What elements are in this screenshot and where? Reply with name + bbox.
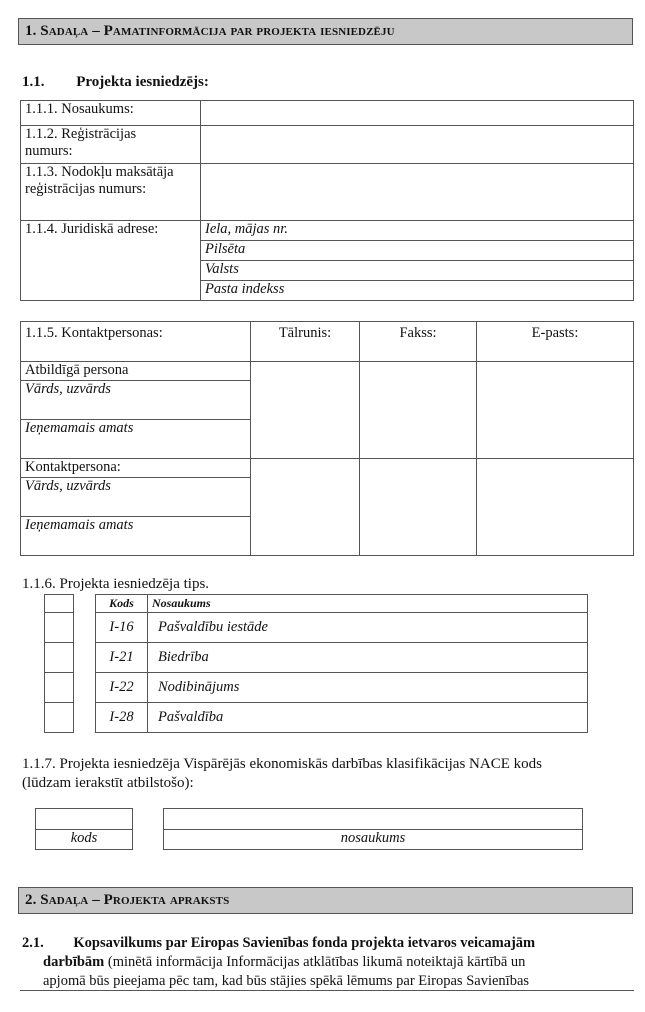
subsection-title: Projekta iesniedzējs: bbox=[76, 74, 209, 90]
checkbox-i28[interactable] bbox=[45, 703, 74, 733]
subsection-2-1-bold-line1: Kopsavilkums par Eiropas Savienības fonda projekta ietvaros veicamajām bbox=[73, 935, 536, 951]
responsible-position-field[interactable]: Ieņemamais amats bbox=[21, 420, 251, 459]
city-field[interactable]: Pilsēta bbox=[201, 241, 634, 261]
name-field[interactable] bbox=[201, 101, 634, 126]
checkbox-header-cell bbox=[45, 595, 74, 613]
fax-header: Fakss: bbox=[360, 322, 477, 362]
section-1-header bbox=[18, 18, 633, 45]
phone-header: Tālrunis: bbox=[251, 322, 360, 362]
section-1-title: 1. Sadaļa – Pamatinformācija par projekta iesniedzēju bbox=[25, 23, 395, 39]
type-table bbox=[95, 594, 588, 733]
type-name: Pašvaldība bbox=[148, 703, 588, 733]
section-2-header bbox=[18, 887, 633, 914]
type-row bbox=[96, 613, 588, 643]
type-checkbox-column bbox=[44, 594, 74, 733]
reg-label: 1.1.2. Reģistrācijas numurs: bbox=[21, 126, 201, 164]
subsection-number: 1.1. bbox=[22, 74, 45, 90]
contact-position-field[interactable]: Ieņemamais amats bbox=[21, 517, 251, 556]
nace-code-table bbox=[35, 808, 133, 850]
type-code: I-16 bbox=[96, 613, 148, 643]
type-row bbox=[96, 643, 588, 673]
checkbox-i22[interactable] bbox=[45, 673, 74, 703]
name-column-header: Nosaukums bbox=[148, 595, 588, 613]
reg-field[interactable] bbox=[201, 126, 634, 164]
type-row bbox=[96, 703, 588, 733]
type-name: Nodibinājums bbox=[148, 673, 588, 703]
country-field[interactable]: Valsts bbox=[201, 261, 634, 281]
type-name: Biedrība bbox=[148, 643, 588, 673]
subsection-2-1-bold-line2: darbībām bbox=[43, 954, 105, 970]
checkbox-i21[interactable] bbox=[45, 643, 74, 673]
subsection-1-1-heading bbox=[22, 74, 209, 91]
responsible-name-field[interactable]: Vārds, uzvārds bbox=[21, 381, 251, 420]
type-name: Pašvaldību iestāde bbox=[148, 613, 588, 643]
contact-phone-field[interactable] bbox=[251, 459, 360, 556]
nace-name-field[interactable] bbox=[164, 809, 583, 830]
contact-name-field[interactable]: Vārds, uzvārds bbox=[21, 478, 251, 517]
nace-name-table bbox=[163, 808, 583, 850]
tax-label: 1.1.3. Nodokļu maksātāja reģistrācijas numurs: bbox=[21, 164, 201, 221]
type-title: 1.1.6. Projekta iesniedzēja tips. bbox=[22, 576, 210, 592]
type-code: I-28 bbox=[96, 703, 148, 733]
nace-title-line-2: (lūdzam ierakstīt atbilstošo): bbox=[22, 775, 194, 791]
email-header: E-pasts: bbox=[477, 322, 634, 362]
contacts-header: 1.1.5. Kontaktpersonas: bbox=[21, 322, 251, 362]
section-2-title: 2. Sadaļa – Projekta apraksts bbox=[25, 892, 230, 908]
subsection-2-1-line3: apjomā būs pieejama pēc tam, kad būs stājies spēkā lēmums par Eiropas Savienības bbox=[43, 973, 530, 989]
subsection-2-1-number: 2.1. bbox=[22, 935, 44, 951]
postal-field[interactable]: Pasta indekss bbox=[201, 281, 634, 301]
responsible-phone-field[interactable] bbox=[251, 362, 360, 459]
footer-rule bbox=[20, 990, 634, 991]
contact-email-field[interactable] bbox=[477, 459, 634, 556]
name-label: 1.1.1. Nosaukums: bbox=[21, 101, 201, 126]
type-row bbox=[96, 673, 588, 703]
responsible-label: Atbildīgā persona bbox=[21, 362, 251, 381]
subsection-2-1-line2-rest: (minētā informācija Informācijas atklātības likumā noteiktajā kārtībā un bbox=[104, 954, 526, 970]
checkbox-i16[interactable] bbox=[45, 613, 74, 643]
nace-name-label: nosaukums bbox=[164, 830, 583, 850]
tax-field[interactable] bbox=[201, 164, 634, 221]
nace-code-label: kods bbox=[36, 830, 133, 850]
responsible-email-field[interactable] bbox=[477, 362, 634, 459]
street-field[interactable]: Iela, mājas nr. bbox=[201, 221, 634, 241]
subsection-2-1 bbox=[22, 934, 627, 991]
contacts-table bbox=[20, 321, 634, 556]
code-column-header: Kods bbox=[96, 595, 148, 613]
type-code: I-21 bbox=[96, 643, 148, 673]
nace-title bbox=[22, 755, 542, 793]
address-label: 1.1.4. Juridiskā adrese: bbox=[21, 221, 201, 301]
contact-fax-field[interactable] bbox=[360, 459, 477, 556]
contact-label: Kontaktpersona: bbox=[21, 459, 251, 478]
nace-code-field[interactable] bbox=[36, 809, 133, 830]
responsible-fax-field[interactable] bbox=[360, 362, 477, 459]
nace-title-line-1: 1.1.7. Projekta iesniedzēja Vispārējās ekonomiskās darbības klasifikācijas NACE kods bbox=[22, 756, 542, 772]
applicant-table bbox=[20, 100, 634, 301]
type-code: I-22 bbox=[96, 673, 148, 703]
